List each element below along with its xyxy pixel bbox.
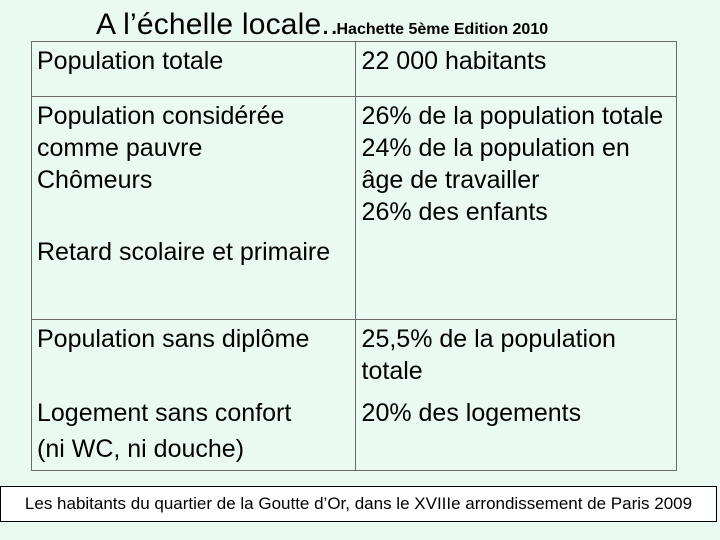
table-row — [32, 42, 677, 97]
table-row — [32, 97, 677, 320]
page-title — [96, 8, 548, 42]
row-label: Chômeurs — [37, 166, 153, 194]
row-label: Population totale — [32, 42, 356, 97]
source-caption: Les habitants du quartier de la Goutte d’Or, dans le XVIIIe arrondissement de Paris 2009 — [0, 486, 717, 522]
table-row — [32, 395, 677, 471]
row-label-line: Logement sans confort — [37, 399, 292, 427]
row-label: Population sans diplôme — [32, 320, 356, 396]
row-value: 26% de la population totale — [361, 102, 664, 130]
row-label — [32, 395, 356, 471]
row-value: 25,5% de la population totale — [355, 320, 676, 396]
title-main: A l’échelle locale.. — [96, 8, 339, 41]
statistics-table — [31, 41, 677, 471]
row-value: 22 000 habitants — [355, 42, 676, 97]
row-label-line: (ni WC, ni douche) — [37, 435, 245, 463]
row-value: 20% des logements — [355, 395, 676, 471]
row-value-group — [355, 97, 676, 320]
table-row — [32, 320, 677, 396]
row-label: Retard scolaire et primaire — [37, 238, 331, 266]
row-value: 26% des enfants — [361, 198, 548, 226]
title-source: Hachette 5ème Edition 2010 — [336, 21, 549, 38]
row-value: 24% de la population en âge de travailler — [361, 134, 630, 194]
row-label: Population considérée comme pauvre — [37, 102, 285, 162]
row-label-group — [32, 97, 356, 320]
